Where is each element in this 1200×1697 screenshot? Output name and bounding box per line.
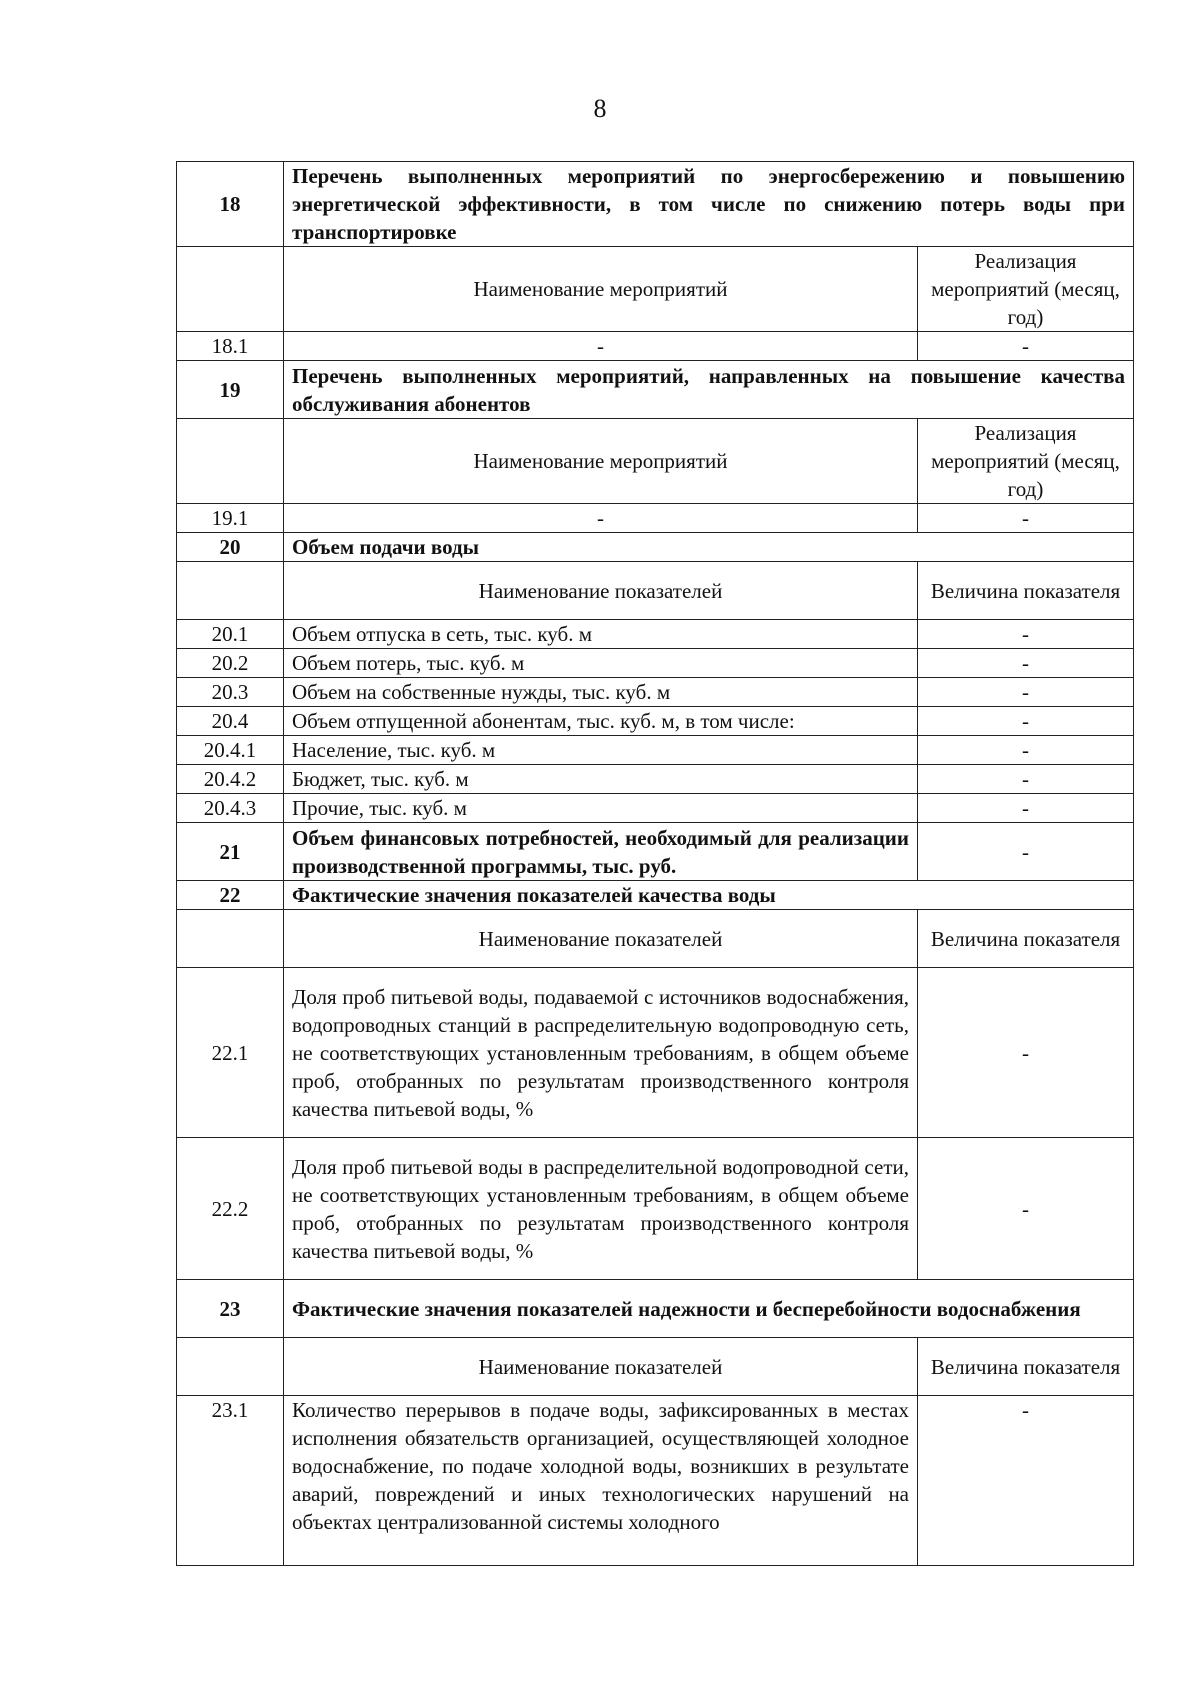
section-title: Фактические значения показателей качества воды [284, 881, 1134, 910]
column-header-value: Реализация мероприятий (месяц, год) [918, 419, 1134, 504]
section-number: 23 [177, 1280, 284, 1338]
row-number: 20.4.2 [177, 765, 284, 794]
row-number: 19.1 [177, 504, 284, 533]
row-value: - [918, 823, 1134, 881]
table-row [177, 707, 1134, 736]
row-number: 20.2 [177, 649, 284, 678]
row-value: - [918, 736, 1134, 765]
row-name: Бюджет, тыс. куб. м [284, 765, 918, 794]
row-value: - [918, 794, 1134, 823]
section-number: 18 [177, 162, 284, 247]
row-number: 18.1 [177, 332, 284, 361]
column-header-name: Наименование показателей [284, 910, 918, 968]
row-name: Население, тыс. куб. м [284, 736, 918, 765]
row-name: Прочие, тыс. куб. м [284, 794, 918, 823]
row-name: Объем потерь, тыс. куб. м [284, 649, 918, 678]
table-row [177, 794, 1134, 823]
row-value: - [918, 765, 1134, 794]
row-number: 20.4.1 [177, 736, 284, 765]
column-header-name: Наименование показателей [284, 1338, 918, 1396]
table-row [177, 968, 1134, 1138]
row-value: - [918, 678, 1134, 707]
table-row [177, 504, 1134, 533]
row-number: 22.1 [177, 968, 284, 1138]
column-header-value: Величина показателя [918, 1338, 1134, 1396]
indicators-table [176, 161, 1134, 1566]
row-value: - [918, 707, 1134, 736]
column-header-name: Наименование мероприятий [284, 247, 918, 332]
column-header-row [177, 247, 1134, 332]
row-name: Количество перерывов в подаче воды, зафиксированных в местах исполнения обязательств организацией, осуществляющей холодное водоснабжение, по подаче холодной воды, возникших в результате аварий, повреждений и иных технологических нарушений на объектах централизованной системы холодного [284, 1396, 918, 1566]
table-row [177, 332, 1134, 361]
empty-cell [177, 247, 284, 332]
column-header-row [177, 1338, 1134, 1396]
section-title: Объем финансовых потребностей, необходимый для реализации производственной программы, тыс. руб. [284, 823, 918, 881]
column-header-value: Величина показателя [918, 910, 1134, 968]
row-value: - [918, 620, 1134, 649]
table-row [177, 765, 1134, 794]
column-header-row [177, 419, 1134, 504]
section-20-header [177, 533, 1134, 562]
section-23-header [177, 1280, 1134, 1338]
column-header-row [177, 562, 1134, 620]
row-number: 20.3 [177, 678, 284, 707]
section-number: 22 [177, 881, 284, 910]
empty-cell [177, 910, 284, 968]
row-number: 20.4 [177, 707, 284, 736]
row-name: Объем на собственные нужды, тыс. куб. м [284, 678, 918, 707]
row-name: Доля проб питьевой воды, подаваемой с источников водоснабжения, водопроводных станций в распределительную водопроводную сеть, не соответствующих установленным требованиям, в общем объеме проб, отобранных по результатам производственного контроля качества питьевой воды, % [284, 968, 918, 1138]
column-header-value: Реализация мероприятий (месяц, год) [918, 247, 1134, 332]
section-title: Фактические значения показателей надежности и бесперебойности водоснабжения [284, 1280, 1134, 1338]
row-value: - [918, 968, 1134, 1138]
empty-cell [177, 1338, 284, 1396]
table-row [177, 1396, 1134, 1566]
row-value: - [918, 332, 1134, 361]
page-number: 8 [593, 94, 607, 123]
section-number: 21 [177, 823, 284, 881]
row-value: - [918, 1396, 1134, 1566]
row-number: 20.4.3 [177, 794, 284, 823]
table-row [177, 678, 1134, 707]
row-value: - [918, 504, 1134, 533]
table-row [177, 649, 1134, 678]
section-19-header [177, 361, 1134, 419]
table-row [177, 1138, 1134, 1280]
table-row [177, 620, 1134, 649]
row-name: Доля проб питьевой воды в распределительной водопроводной сети, не соответствующих установленным требованиям, в общем объеме проб, отобранных по результатам производственного контроля качества питьевой воды, % [284, 1138, 918, 1280]
row-name: Объем отпуска в сеть, тыс. куб. м [284, 620, 918, 649]
column-header-name: Наименование мероприятий [284, 419, 918, 504]
section-21-row [177, 823, 1134, 881]
row-number: 23.1 [177, 1396, 284, 1566]
column-header-name: Наименование показателей [284, 562, 918, 620]
row-number: 20.1 [177, 620, 284, 649]
empty-cell [177, 562, 284, 620]
column-header-row [177, 910, 1134, 968]
section-number: 20 [177, 533, 284, 562]
section-18-header [177, 162, 1134, 247]
empty-cell [177, 419, 284, 504]
row-value: - [918, 649, 1134, 678]
row-name: - [284, 332, 918, 361]
row-name: Объем отпущенной абонентам, тыс. куб. м, в том числе: [284, 707, 918, 736]
section-22-header [177, 881, 1134, 910]
row-value: - [918, 1138, 1134, 1280]
section-title: Перечень выполненных мероприятий, направленных на повышение качества обслуживания абонентов [284, 361, 1134, 419]
table-row [177, 736, 1134, 765]
section-title: Перечень выполненных мероприятий по энергосбережению и повышению энергетической эффективности, в том числе по снижению потерь воды при транспортировке [284, 162, 1134, 247]
row-name: - [284, 504, 918, 533]
section-title: Объем подачи воды [284, 533, 1134, 562]
column-header-value: Величина показателя [918, 562, 1134, 620]
row-number: 22.2 [177, 1138, 284, 1280]
section-number: 19 [177, 361, 284, 419]
